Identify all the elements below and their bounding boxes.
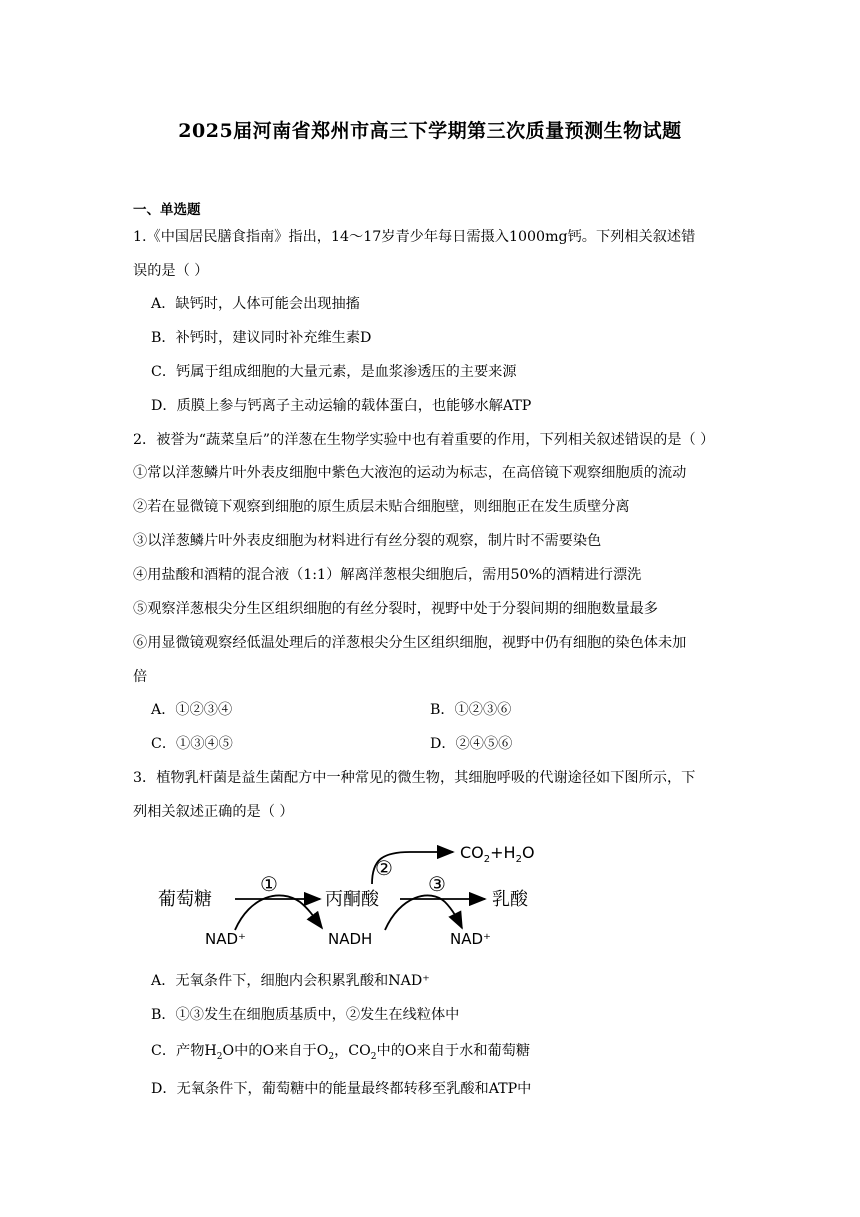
step2-marker: ② <box>375 856 393 880</box>
q1-stem-line1: 1.《中国居民膳食指南》指出，14～17岁青少年每日需摄入1000mg钙。下列相关叙述错 <box>133 229 696 245</box>
q1-stem-line2: 误的是（ ） <box>133 263 209 279</box>
q1-option-b: B．补钙时，建议同时补充维生素D <box>151 330 372 346</box>
step3-marker: ③ <box>428 872 446 896</box>
q2-statement-5: ⑤观察洋葱根尖分生区组织细胞的有丝分裂时，视野中处于分裂间期的细胞数量最多 <box>133 601 658 617</box>
q2-option-c: C．①③④⑤ <box>151 736 233 752</box>
q2-statement-3: ③以洋葱鳞片叶外表皮细胞为材料进行有丝分裂的观察，制片时不需要染色 <box>133 533 602 549</box>
q2-statement-2: ②若在显微镜下观察到细胞的原生质层未贴合细胞壁，则细胞正在发生质壁分离 <box>133 499 630 515</box>
nadh-label: NADH <box>328 930 373 948</box>
q2-option-a: A．①②③④ <box>151 702 233 718</box>
q2-option-b: B．①②③⑥ <box>430 702 512 718</box>
arrow-nadh-to-nad <box>385 895 462 930</box>
nad-right-label: NAD⁺ <box>450 930 491 948</box>
q1-option-c: C．钙属于组成细胞的大量元素，是血浆渗透压的主要来源 <box>151 364 517 380</box>
q2-statement-6-line2: 倍 <box>133 669 148 685</box>
section-heading: 一、单选题 <box>133 202 201 218</box>
q2-option-d: D．②④⑤⑥ <box>430 736 513 752</box>
q3-option-c: C．产物$H_2O$中的O来自于$O_2$，$CO_2$中的O来自于水和葡萄糖 <box>151 1043 531 1062</box>
q3-option-d: D．无氧条件下，葡萄糖中的能量最终都转移至乳酸和ATP中 <box>151 1081 532 1097</box>
q3-option-b: B．①③发生在细胞质基质中，②发生在线粒体中 <box>151 1007 460 1023</box>
co2-h2o-label: $CO_2+H_2O$ <box>460 843 535 865</box>
q3-stem-line1: 3．植物乳杆菌是益生菌配方中一种常见的微生物，其细胞呼吸的代谢途径如下图所示，下 <box>133 770 696 786</box>
lactate-label: 乳酸 <box>492 889 528 910</box>
q2-statement-4: ④用盐酸和酒精的混合液（1:1）解离洋葱根尖细胞后，需用50%的酒精进行漂洗 <box>133 567 642 583</box>
q1-option-a: A．缺钙时，人体可能会出现抽搐 <box>151 296 360 312</box>
q3-option-a: A．无氧条件下，细胞内会积累乳酸和NAD⁺ <box>151 973 430 989</box>
respiration-pathway-diagram <box>150 828 570 953</box>
step1-marker: ① <box>260 872 278 896</box>
q1-option-d: D．质膜上参与钙离子主动运输的载体蛋白，也能够水解ATP <box>151 398 532 414</box>
q3-stem-line2: 列相关叙述正确的是（ ） <box>133 804 294 820</box>
arrow-nad-to-nadh <box>235 895 322 930</box>
q2-statement-1: ①常以洋葱鳞片叶外表皮细胞中紫色大液泡的运动为标志，在高倍镜下观察细胞质的流动 <box>133 465 687 481</box>
q2-statement-6-line1: ⑥用显微镜观察经低温处理后的洋葱根尖分生区组织细胞，视野中仍有细胞的染色体未加 <box>133 635 687 651</box>
page-title: 2025届河南省郑州市高三下学期第三次质量预测生物试题 <box>178 120 682 142</box>
nad-left-label: NAD⁺ <box>205 930 246 948</box>
pyruvate-label: 丙酮酸 <box>325 889 379 910</box>
q2-stem: 2．被誉为“蔬菜皇后”的洋葱在生物学实验中也有着重要的作用，下列相关叙述错误的是（ ） <box>133 432 715 448</box>
glucose-label: 葡萄糖 <box>158 889 212 910</box>
